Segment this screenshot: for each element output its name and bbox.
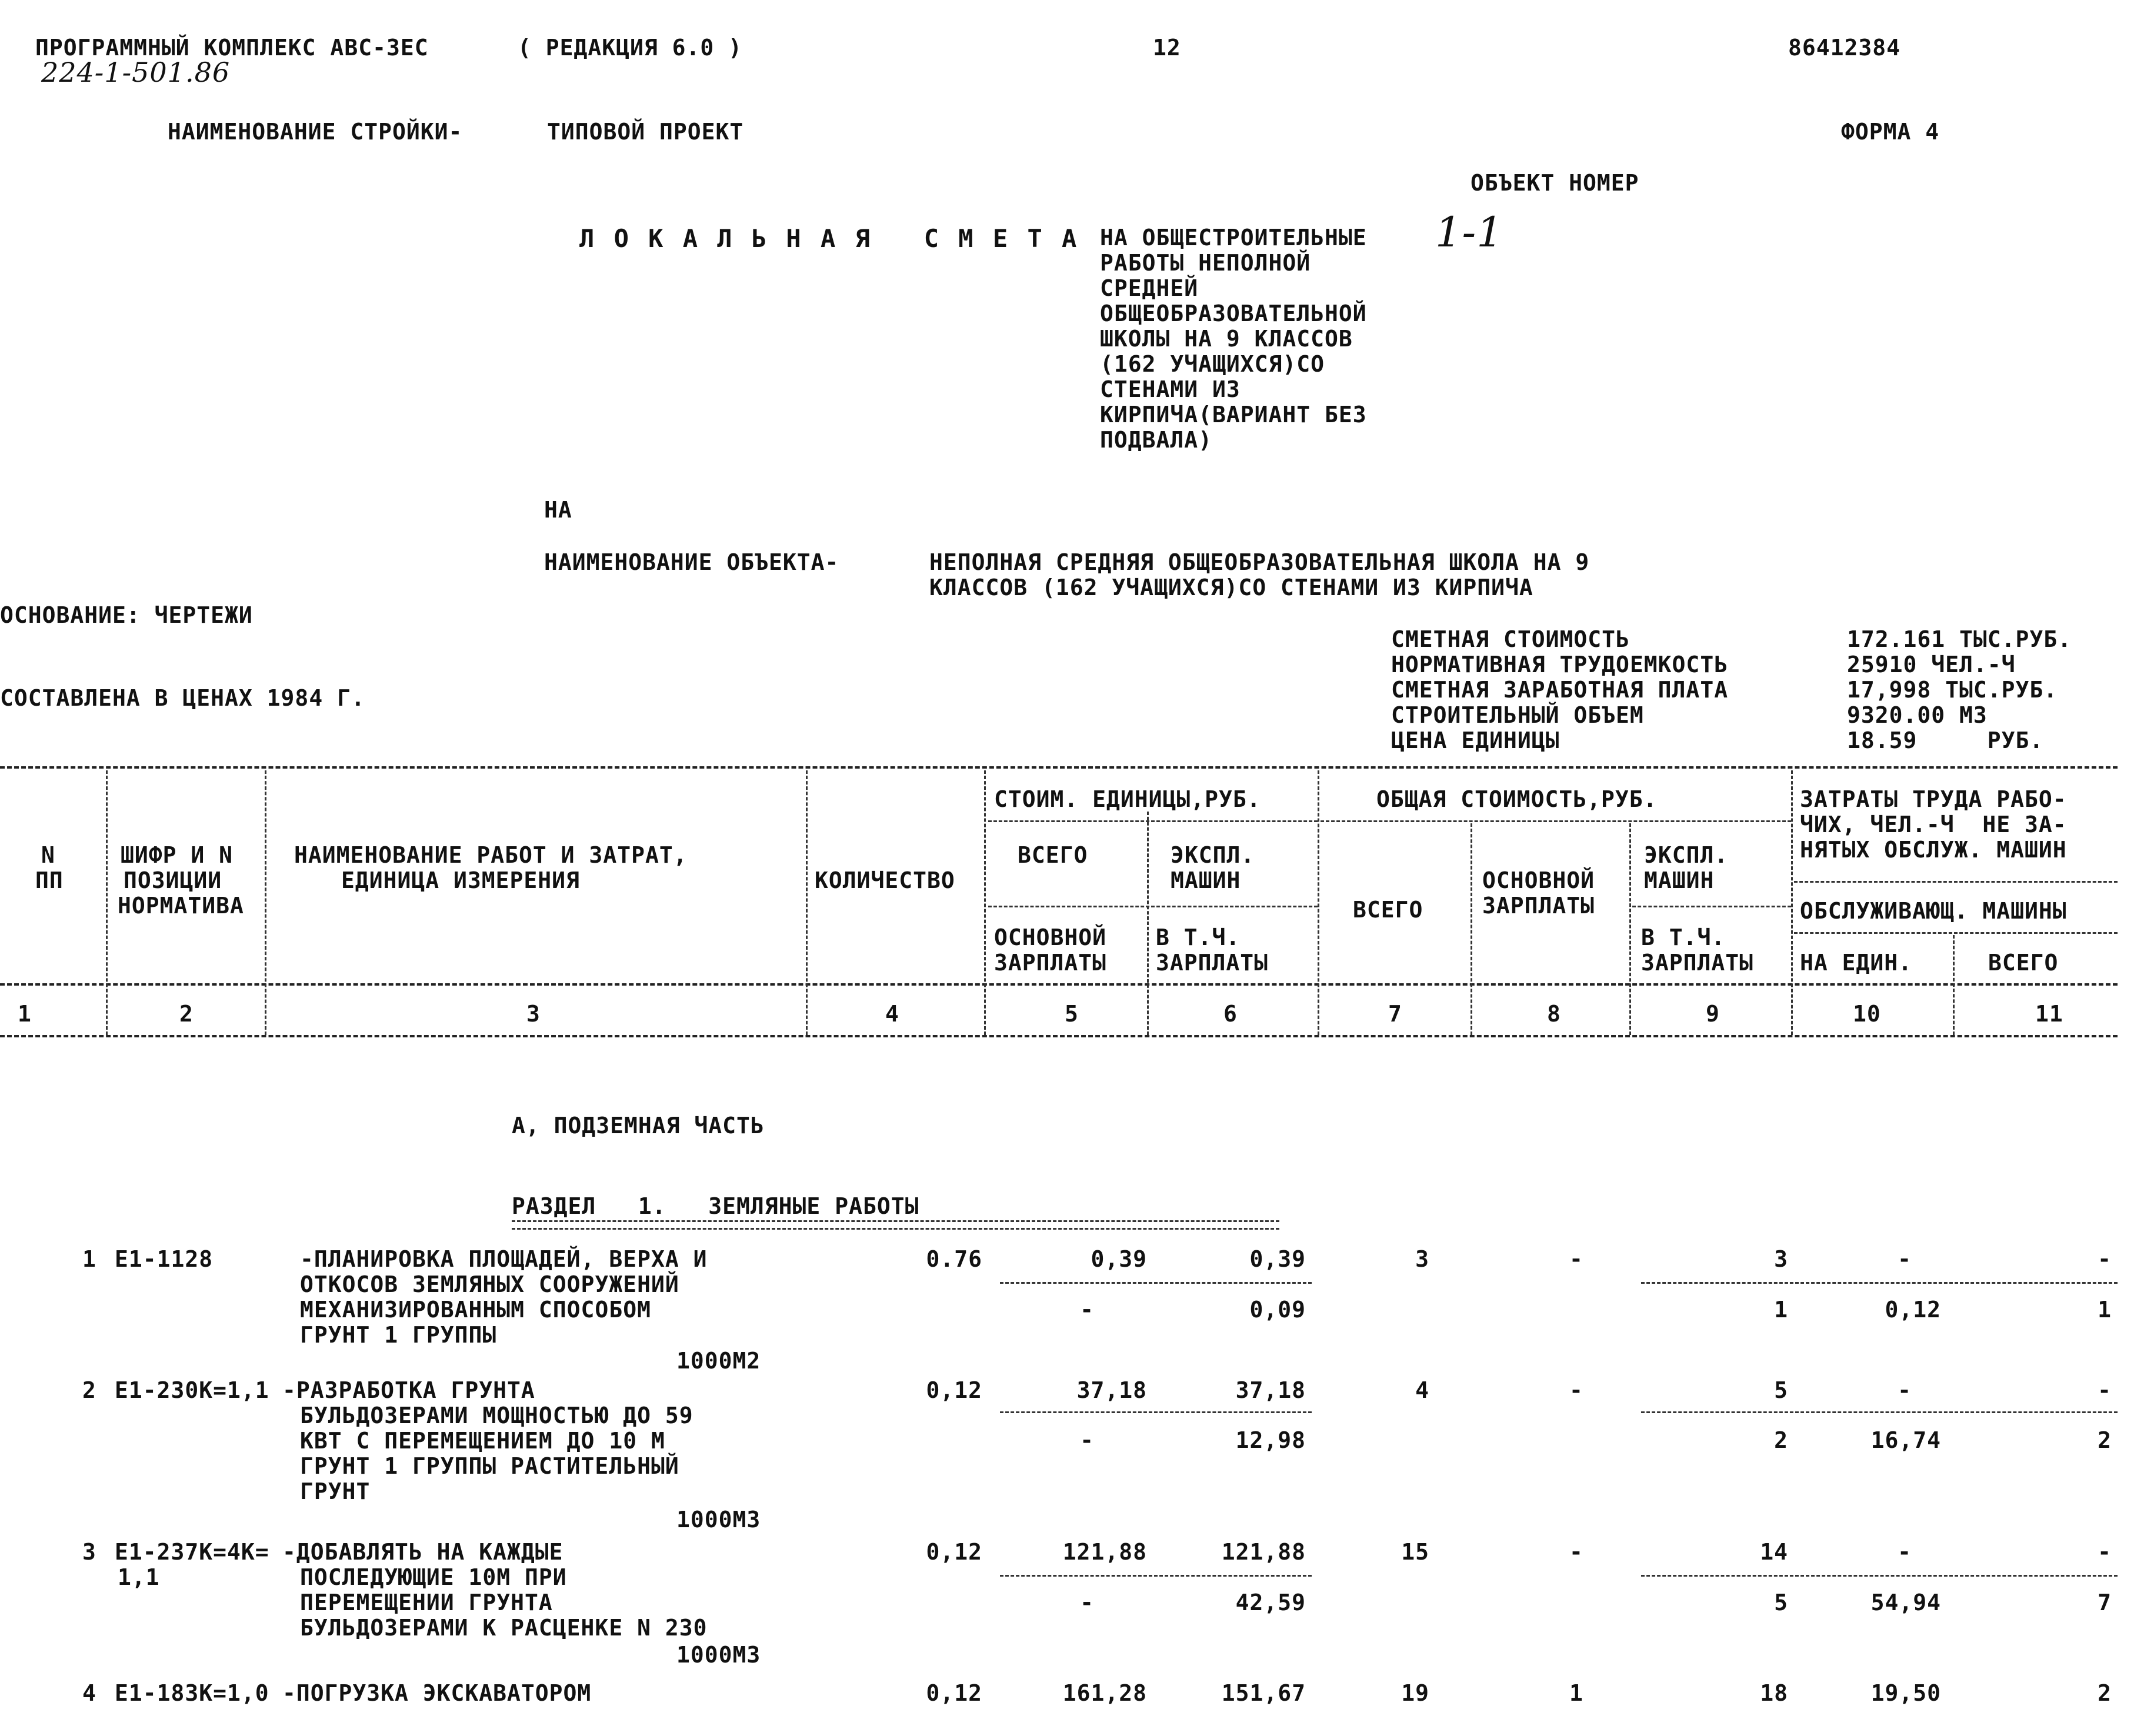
header-subrule <box>1321 820 1791 822</box>
row-name-line: -ПЛАНИРОВКА ПЛОЩАДЕЙ, ВЕРХА И <box>300 1246 708 1272</box>
col-name-header: НАИМЕНОВАНИЕ РАБОТ И ЗАТРАТ, <box>294 842 688 868</box>
row-name-line: -ПОГРУЗКА ЭКСКАВАТОРОМ <box>282 1680 592 1706</box>
row-unit: 1000М3 <box>676 1507 761 1533</box>
row-labor-total: - <box>2098 1246 2112 1272</box>
row-code: Е1-183К=1,0 <box>115 1680 269 1706</box>
row-subrule <box>1000 1282 1312 1284</box>
row-total-wage: 1 <box>1569 1680 1583 1706</box>
summary-value: 172.161 ТЫС.РУБ. <box>1847 626 2072 652</box>
estimate-desc-line: СТЕНАМИ ИЗ <box>1100 376 1241 402</box>
row-unit: 1000М2 <box>676 1348 761 1374</box>
row-name-line: БУЛЬДОЗЕРАМИ К РАСЦЕНКЕ N 230 <box>300 1615 708 1641</box>
document-code: 86412384 <box>1788 35 1901 61</box>
section-underline <box>512 1220 1279 1230</box>
column-divider <box>106 770 108 1035</box>
col-code-header: ПОЗИЦИИ <box>124 867 222 893</box>
column-number: 1 <box>18 1001 32 1027</box>
object-name-label: НАИМЕНОВАНИЕ ОБЪЕКТА- <box>544 549 839 575</box>
row-labor-total: - <box>2098 1377 2112 1403</box>
row-unit-machine-wage: 12,98 <box>1235 1427 1306 1453</box>
row-labor-total-serv: 7 <box>2098 1590 2112 1615</box>
row-labor-total: 2 <box>2098 1680 2112 1706</box>
prices-year: СОСТАВЛЕНА В ЦЕНАХ 1984 Г. <box>0 685 365 711</box>
estimate-title: Л О К А Л Ь Н А Я С М Е Т А <box>579 224 1079 253</box>
row-total-machine-wage: 1 <box>1774 1297 1788 1323</box>
row-total-wage: - <box>1569 1246 1583 1272</box>
summary-label: ЦЕНА ЕДИНИЦЫ <box>1391 727 1560 753</box>
part-title: А, ПОДЗЕМНАЯ ЧАСТЬ <box>512 1113 765 1139</box>
col5-sub-header: ОСНОВНОЙ <box>994 924 1107 950</box>
col10-header: НА ЕДИН. <box>1800 950 1913 976</box>
header-subrule <box>988 820 1318 822</box>
row-unit-cost: 161,28 <box>1062 1680 1147 1706</box>
col6-header: ЭКСПЛ. <box>1171 842 1255 868</box>
page-number: 12 <box>1153 35 1181 61</box>
estimate-desc-line: (162 УЧАЩИХСЯ)СО <box>1100 351 1325 377</box>
row-total-machine-wage: 2 <box>1774 1427 1788 1453</box>
column-number: 3 <box>526 1001 541 1027</box>
row-code: Е1-237К=4К= <box>115 1539 269 1565</box>
table-header-rule <box>0 983 2118 986</box>
row-total-machine: 18 <box>1760 1680 1788 1706</box>
col9-sub-header: ЗАРПЛАТЫ <box>1641 950 1754 976</box>
row-unit-machine: 151,67 <box>1221 1680 1306 1706</box>
row-unit-cost: 0,39 <box>1091 1246 1147 1272</box>
row-total: 3 <box>1415 1246 1429 1272</box>
row-labor-unit-serv: 16,74 <box>1870 1427 1941 1453</box>
row-number: 2 <box>82 1377 96 1403</box>
row-unit-wage: - <box>1080 1297 1094 1323</box>
row-subrule <box>1641 1282 2118 1284</box>
col6-sub-header: ЗАРПЛАТЫ <box>1156 950 1269 976</box>
col5-sub-header: ЗАРПЛАТЫ <box>994 950 1107 976</box>
column-divider <box>1318 770 1319 1035</box>
summary-label: СМЕТНАЯ ЗАРАБОТНАЯ ПЛАТА <box>1391 677 1729 703</box>
row-unit-machine: 0,39 <box>1249 1246 1306 1272</box>
row-unit-machine: 121,88 <box>1221 1539 1306 1565</box>
col7-header: ВСЕГО <box>1353 897 1423 923</box>
row-name-line: БУЛЬДОЗЕРАМИ МОЩНОСТЬЮ ДО 59 <box>300 1403 693 1428</box>
summary-label: НОРМАТИВНАЯ ТРУДОЕМКОСТЬ <box>1391 652 1729 677</box>
estimate-desc-line: СРЕДНЕЙ <box>1100 275 1199 301</box>
row-number: 3 <box>82 1539 96 1565</box>
row-unit-cost: 121,88 <box>1062 1539 1147 1565</box>
row-labor-unit: - <box>1898 1539 1912 1565</box>
row-name-line: МЕХАНИЗИРОВАННЫМ СПОСОБОМ <box>300 1297 651 1323</box>
row-total-machine: 14 <box>1760 1539 1788 1565</box>
column-divider <box>1471 823 1472 1035</box>
row-unit-wage: - <box>1080 1427 1094 1453</box>
column-number: 10 <box>1853 1001 1881 1027</box>
row-name-line: -ДОБАВЛЯТЬ НА КАЖДЫЕ <box>282 1539 563 1565</box>
summary-label: СМЕТНАЯ СТОИМОСТЬ <box>1391 626 1630 652</box>
header-subrule <box>1794 881 2118 883</box>
labor-group-header: ЗАТРАТЫ ТРУДА РАБО- <box>1800 786 2067 812</box>
row-code: Е1-230К=1,1 <box>115 1377 269 1403</box>
column-divider <box>1147 812 1149 1035</box>
column-number: 11 <box>2035 1001 2063 1027</box>
row-qty: 0,12 <box>926 1539 982 1565</box>
table-top-rule <box>0 766 2118 769</box>
column-number: 4 <box>885 1001 899 1027</box>
estimate-desc-line: РАБОТЫ НЕПОЛНОЙ <box>1100 250 1311 276</box>
column-number: 9 <box>1706 1001 1720 1027</box>
construction-value: ТИПОВОЙ ПРОЕКТ <box>547 119 744 145</box>
row-qty: 0,12 <box>926 1377 982 1403</box>
row-code: Е1-1128 <box>115 1246 214 1272</box>
col5-header: ВСЕГО <box>1018 842 1088 868</box>
na-label: НА <box>544 497 572 523</box>
col9-header: ЭКСПЛ. <box>1644 842 1729 868</box>
col-qty-header: КОЛИЧЕСТВО <box>815 867 955 893</box>
row-name-line: -РАЗРАБОТКА ГРУНТА <box>282 1377 535 1403</box>
column-divider <box>265 770 266 1035</box>
handwritten-object-number: 1-1 <box>1435 208 1503 256</box>
row-total: 15 <box>1401 1539 1429 1565</box>
section-title: РАЗДЕЛ 1. ЗЕМЛЯНЫЕ РАБОТЫ <box>512 1193 919 1219</box>
column-divider <box>806 770 808 1035</box>
table-numbers-rule <box>0 1035 2118 1037</box>
total-cost-group-header: ОБЩАЯ СТОИМОСТЬ,РУБ. <box>1376 786 1658 812</box>
program-name: ПРОГРАММНЫЙ КОМПЛЕКС АВС-3ЕС <box>35 35 429 61</box>
col6-sub-header: В Т.Ч. <box>1156 924 1241 950</box>
row-code-continued: 1,1 <box>118 1564 160 1590</box>
row-unit: 1000М3 <box>676 1642 761 1668</box>
row-labor-unit: 19,50 <box>1870 1680 1941 1706</box>
row-subrule <box>1641 1411 2118 1413</box>
row-name-line: КВТ С ПЕРЕМЕЩЕНИЕМ ДО 10 М <box>300 1428 665 1454</box>
col-name-header: ЕДИНИЦА ИЗМЕРЕНИЯ <box>341 867 580 893</box>
summary-value: 17,998 ТЫС.РУБ. <box>1847 677 2058 703</box>
header-subrule <box>1632 906 1791 907</box>
col-n-header: ПП <box>35 867 64 893</box>
handwritten-project-code: 224-1-501.86 <box>41 56 231 88</box>
column-number: 5 <box>1065 1001 1079 1027</box>
object-name-line: НЕПОЛНАЯ СРЕДНЯЯ ОБЩЕОБРАЗОВАТЕЛЬНАЯ ШКОЛА НА 9 <box>929 549 1590 575</box>
estimate-desc-line: ОБЩЕОБРАЗОВАТЕЛЬНОЙ <box>1100 301 1367 326</box>
estimate-desc-line: КИРПИЧА(ВАРИАНТ БЕЗ <box>1100 402 1367 428</box>
object-number-label: ОБЪЕКТ НОМЕР <box>1471 170 1639 196</box>
row-total-machine: 5 <box>1774 1377 1788 1403</box>
column-number: 7 <box>1388 1001 1402 1027</box>
header-subrule <box>1794 932 2118 934</box>
labor-group-header: НЯТЫХ ОБСЛУЖ. МАШИН <box>1800 837 2067 863</box>
column-divider <box>1629 823 1631 1035</box>
row-total-wage: - <box>1569 1539 1583 1565</box>
form-label: ФОРМА 4 <box>1841 119 1940 145</box>
row-subrule <box>1000 1575 1312 1577</box>
row-name-line: ГРУНТ 1 ГРУППЫ <box>300 1322 497 1348</box>
row-subrule <box>1641 1575 2118 1577</box>
col8-header: ОСНОВНОЙ <box>1482 867 1595 893</box>
col9-header: МАШИН <box>1644 867 1715 893</box>
labor-group-header: ЧИХ, ЧЕЛ.-Ч НЕ ЗА- <box>1800 812 2067 837</box>
unit-cost-group-header: СТОИМ. ЕДИНИЦЫ,РУБ. <box>994 786 1261 812</box>
row-name-line: ГРУНТ <box>300 1478 371 1504</box>
col-code-header: ШИФР И N <box>121 842 234 868</box>
row-unit-machine: 37,18 <box>1235 1377 1306 1403</box>
row-labor-unit: - <box>1898 1246 1912 1272</box>
row-unit-machine-wage: 0,09 <box>1249 1297 1306 1323</box>
col6-header: МАШИН <box>1171 867 1241 893</box>
row-labor-unit-serv: 0,12 <box>1885 1297 1941 1323</box>
basis: ОСНОВАНИЕ: ЧЕРТЕЖИ <box>0 602 253 628</box>
row-labor-unit-serv: 54,94 <box>1870 1590 1941 1615</box>
edition: ( РЕДАКЦИЯ 6.0 ) <box>518 35 743 61</box>
summary-label: СТРОИТЕЛЬНЫЙ ОБЪЕМ <box>1391 702 1644 728</box>
estimate-desc-line: НА ОБЩЕСТРОИТЕЛЬНЫЕ <box>1100 225 1367 251</box>
col8-header: ЗАРПЛАТЫ <box>1482 893 1595 919</box>
column-number: 6 <box>1223 1001 1238 1027</box>
labor-serv-header: ОБСЛУЖИВАЮЩ. МАШИНЫ <box>1800 898 2067 924</box>
col9-sub-header: В Т.Ч. <box>1641 924 1726 950</box>
column-divider <box>1953 935 1955 1035</box>
col11-header: ВСЕГО <box>1988 950 2059 976</box>
summary-value: 9320.00 М3 <box>1847 702 1988 728</box>
row-number: 1 <box>82 1246 96 1272</box>
col-code-header: НОРМАТИВА <box>118 893 244 919</box>
row-total-wage: - <box>1569 1377 1583 1403</box>
row-name-line: ГРУНТ 1 ГРУППЫ РАСТИТЕЛЬНЫЙ <box>300 1453 679 1479</box>
row-total-machine-wage: 5 <box>1774 1590 1788 1615</box>
column-divider <box>1791 770 1793 1035</box>
row-name-line: ПЕРЕМЕЩЕНИИ ГРУНТА <box>300 1590 553 1615</box>
row-number: 4 <box>82 1680 96 1706</box>
row-qty: 0,12 <box>926 1680 982 1706</box>
column-number: 2 <box>179 1001 194 1027</box>
row-unit-cost: 37,18 <box>1076 1377 1147 1403</box>
column-divider <box>984 770 986 1035</box>
estimate-desc-line: ПОДВАЛА) <box>1100 427 1213 453</box>
estimate-desc-line: ШКОЛЫ НА 9 КЛАССОВ <box>1100 326 1353 352</box>
row-unit-machine-wage: 42,59 <box>1235 1590 1306 1615</box>
header-subrule <box>988 906 1318 907</box>
summary-value: 18.59 РУБ. <box>1847 727 2044 753</box>
row-total: 4 <box>1415 1377 1429 1403</box>
row-labor-total: - <box>2098 1539 2112 1565</box>
row-unit-wage: - <box>1080 1590 1094 1615</box>
object-name-line: КЛАССОВ (162 УЧАЩИХСЯ)СО СТЕНАМИ ИЗ КИРПИЧА <box>929 575 1533 600</box>
row-name-line: ОТКОСОВ ЗЕМЛЯНЫХ СООРУЖЕНИЙ <box>300 1271 679 1297</box>
row-name-line: ПОСЛЕДУЮЩИЕ 10М ПРИ <box>300 1564 567 1590</box>
row-total: 19 <box>1401 1680 1429 1706</box>
row-labor-total-serv: 2 <box>2098 1427 2112 1453</box>
construction-label: НАИМЕНОВАНИЕ СТРОЙКИ- <box>168 119 463 145</box>
row-total-machine: 3 <box>1774 1246 1788 1272</box>
summary-value: 25910 ЧЕЛ.-Ч <box>1847 652 2016 677</box>
row-subrule <box>1000 1411 1312 1413</box>
column-number: 8 <box>1547 1001 1561 1027</box>
row-labor-total-serv: 1 <box>2098 1297 2112 1323</box>
row-labor-unit: - <box>1898 1377 1912 1403</box>
col-n-header: N <box>41 842 55 868</box>
row-qty: 0.76 <box>926 1246 982 1272</box>
